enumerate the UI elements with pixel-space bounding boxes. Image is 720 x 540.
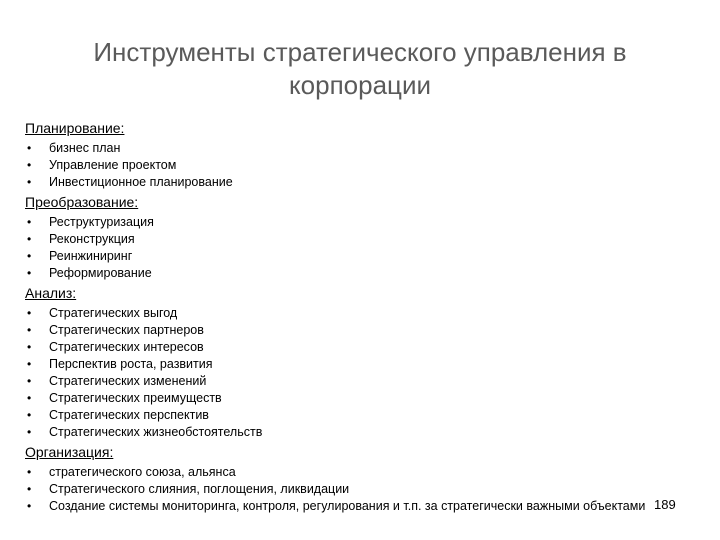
transformation-list (25, 214, 665, 282)
list-item: • Создание системы мониторинга, контроля, регулирования и т.п. за стратегически важными объектами (27, 499, 646, 513)
bullet-icon: • (27, 357, 32, 371)
bullet-icon: • (27, 408, 32, 422)
bullet-icon: • (27, 232, 32, 246)
planning-list (25, 140, 665, 191)
section-heading-transformation: Преобразование: (25, 194, 139, 210)
bullet-icon: • (27, 465, 32, 479)
section-organization (25, 444, 665, 515)
bullet-icon: • (27, 158, 32, 172)
list-item: • Инвестиционное планирование (27, 175, 233, 189)
bullet-icon: • (27, 374, 32, 388)
section-analysis (25, 285, 665, 441)
bullet-icon: • (27, 175, 32, 189)
list-item: • Стратегических партнеров (27, 323, 204, 337)
list-item: • Реконструкция (27, 232, 135, 246)
section-planning (25, 120, 665, 191)
organization-list (25, 464, 665, 515)
list-item: • Стратегических перспектив (27, 408, 209, 422)
list-item: • стратегического союза, альянса (27, 465, 236, 479)
page-number: 189 (654, 497, 676, 512)
section-heading-planning: Планирование: (25, 120, 125, 136)
list-item: • Реструктуризация (27, 215, 154, 229)
section-heading-organization: Организация: (25, 444, 114, 460)
bullet-icon: • (27, 266, 32, 280)
bullet-icon: • (27, 323, 32, 337)
list-item: • Стратегических выгод (27, 306, 178, 320)
bullet-icon: • (27, 499, 32, 513)
bullet-icon: • (27, 249, 32, 263)
bullet-icon: • (27, 391, 32, 405)
analysis-list (25, 305, 665, 441)
bullet-icon: • (27, 141, 32, 155)
list-item: • Стратегического слияния, поглощения, ликвидации (27, 482, 350, 496)
section-transformation (25, 194, 665, 282)
bullet-icon: • (27, 306, 32, 320)
bullet-icon: • (27, 340, 32, 354)
list-item: • Реформирование (27, 266, 152, 280)
list-item: • Управление проектом (27, 158, 177, 172)
list-item: • Стратегических изменений (27, 374, 207, 388)
slide-content (25, 120, 665, 515)
slide-title: Инструменты стратегического управления в корпорации (93, 37, 627, 100)
list-item: • Стратегических интересов (27, 340, 204, 354)
section-heading-analysis: Анализ: (25, 285, 77, 301)
list-item: • Реинжиниринг (27, 249, 133, 263)
list-item: • бизнес план (27, 141, 121, 155)
list-item: • Перспектив роста, развития (27, 357, 213, 371)
bullet-icon: • (27, 215, 32, 229)
bullet-icon: • (27, 425, 32, 439)
bullet-icon: • (27, 482, 32, 496)
list-item: • Стратегических жизнеобстоятельств (27, 425, 263, 439)
list-item: • Стратегических преимуществ (27, 391, 222, 405)
